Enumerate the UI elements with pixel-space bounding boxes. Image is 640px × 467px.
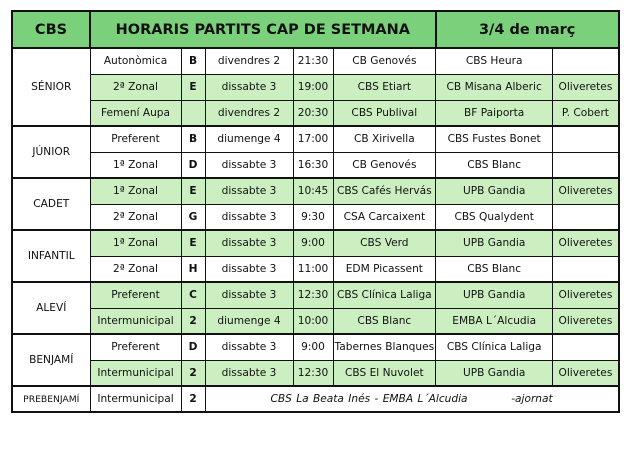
away-team-cell: CBS Blanc — [436, 152, 553, 178]
group-cell: 2 — [181, 386, 205, 412]
competition-cell: Femení Aupa — [90, 100, 181, 126]
home-team-cell: CBS Clínica Laliga — [333, 282, 436, 308]
table-row — [12, 334, 619, 360]
time-cell: 17:00 — [293, 126, 333, 152]
group-cell: E — [181, 178, 205, 204]
group-cell: B — [181, 48, 205, 74]
venue-cell: Oliveretes — [553, 282, 619, 308]
table-row — [12, 282, 619, 308]
day-cell: dissabte 3 — [205, 256, 293, 282]
away-team-cell: CBS Heura — [436, 48, 553, 74]
table-row — [12, 308, 619, 334]
competition-cell: 1ª Zonal — [90, 230, 181, 256]
group-cell: E — [181, 230, 205, 256]
table-row — [12, 204, 619, 230]
time-cell: 12:30 — [293, 360, 333, 386]
competition-cell: Preferent — [90, 126, 181, 152]
competition-cell: Preferent — [90, 282, 181, 308]
group-cell — [181, 100, 205, 126]
category-cell: INFANTIL — [12, 230, 90, 282]
table-row — [12, 152, 619, 178]
competition-cell: 2ª Zonal — [90, 204, 181, 230]
table-row — [12, 178, 619, 204]
day-cell: divendres 2 — [205, 48, 293, 74]
venue-cell: Oliveretes — [553, 74, 619, 100]
venue-cell: Oliveretes — [553, 178, 619, 204]
away-team-cell: CBS Clínica Laliga — [436, 334, 553, 360]
competition-cell: 2ª Zonal — [90, 256, 181, 282]
day-cell: dissabte 3 — [205, 204, 293, 230]
away-team-cell: UPB Gandia — [436, 360, 553, 386]
group-cell: D — [181, 334, 205, 360]
away-team-cell: CBS Blanc — [436, 256, 553, 282]
day-cell: diumenge 4 — [205, 308, 293, 334]
time-cell: 12:30 — [293, 282, 333, 308]
time-cell: 9:00 — [293, 334, 333, 360]
category-cell: SÉNIOR — [12, 48, 90, 126]
table-row — [12, 230, 619, 256]
competition-cell: Intermunicipal — [90, 386, 181, 412]
group-cell: B — [181, 126, 205, 152]
away-team-cell: CBS Fustes Bonet — [436, 126, 553, 152]
home-team-cell: Tabernes Blanques — [333, 334, 436, 360]
venue-cell: P. Cobert — [553, 100, 619, 126]
time-cell: 10:45 — [293, 178, 333, 204]
category-cell: ALEVÍ — [12, 282, 90, 334]
header-title: HORARIS PARTITS CAP DE SETMANA — [90, 11, 436, 48]
venue-cell — [553, 204, 619, 230]
competition-cell: Preferent — [90, 334, 181, 360]
venue-cell — [553, 256, 619, 282]
day-cell: dissabte 3 — [205, 152, 293, 178]
header-date: 3/4 de març — [436, 11, 619, 48]
group-cell: 2 — [181, 360, 205, 386]
time-cell: 20:30 — [293, 100, 333, 126]
away-team-cell: BF Paiporta — [436, 100, 553, 126]
venue-cell — [553, 126, 619, 152]
competition-cell: Autonòmica — [90, 48, 181, 74]
time-cell: 9:00 — [293, 230, 333, 256]
venue-cell — [553, 152, 619, 178]
away-team-cell: UPB Gandia — [436, 178, 553, 204]
day-cell: dissabte 3 — [205, 230, 293, 256]
competition-cell: 2ª Zonal — [90, 74, 181, 100]
group-cell: H — [181, 256, 205, 282]
away-team-cell: UPB Gandia — [436, 230, 553, 256]
schedule-table — [11, 10, 620, 413]
venue-cell: Oliveretes — [553, 230, 619, 256]
day-cell: dissabte 3 — [205, 282, 293, 308]
group-cell: E — [181, 74, 205, 100]
table-row — [12, 100, 619, 126]
time-cell: 9:30 — [293, 204, 333, 230]
competition-cell: 1ª Zonal — [90, 178, 181, 204]
away-team-cell: CBS Qualydent — [436, 204, 553, 230]
home-team-cell: CBS Publival — [333, 100, 436, 126]
group-cell: 2 — [181, 308, 205, 334]
home-team-cell: CB Genovés — [333, 152, 436, 178]
home-team-cell: CBS Blanc — [333, 308, 436, 334]
venue-cell: Oliveretes — [553, 308, 619, 334]
venue-cell: Oliveretes — [553, 360, 619, 386]
schedule-sheet — [11, 10, 620, 413]
venue-cell — [553, 48, 619, 74]
home-team-cell: CBS El Nuvolet — [333, 360, 436, 386]
day-cell: dissabte 3 — [205, 360, 293, 386]
day-cell: diumenge 4 — [205, 126, 293, 152]
day-cell: dissabte 3 — [205, 334, 293, 360]
category-cell: BENJAMÍ — [12, 334, 90, 386]
competition-cell: 1ª Zonal — [90, 152, 181, 178]
competition-cell: Intermunicipal — [90, 308, 181, 334]
table-row — [12, 360, 619, 386]
away-team-cell: UPB Gandia — [436, 282, 553, 308]
group-cell: D — [181, 152, 205, 178]
home-team-cell: CBS Etiart — [333, 74, 436, 100]
home-team-cell: CB Genovés — [333, 48, 436, 74]
day-cell: dissabte 3 — [205, 178, 293, 204]
venue-cell — [553, 334, 619, 360]
group-cell: G — [181, 204, 205, 230]
table-row — [12, 386, 619, 412]
category-cell: JÚNIOR — [12, 126, 90, 178]
home-team-cell: CBS Verd — [333, 230, 436, 256]
table-row — [12, 48, 619, 74]
time-cell: 21:30 — [293, 48, 333, 74]
table-row — [12, 126, 619, 152]
time-cell: 16:30 — [293, 152, 333, 178]
header-club: CBS — [12, 11, 90, 48]
competition-cell: Intermunicipal — [90, 360, 181, 386]
away-team-cell: CB Misana Alberic — [436, 74, 553, 100]
postponed-note: CBS La Beata Inés - EMBA L´Alcudia -ajornat — [205, 386, 619, 412]
time-cell: 11:00 — [293, 256, 333, 282]
header-row — [12, 11, 619, 48]
time-cell: 19:00 — [293, 74, 333, 100]
home-team-cell: CBS Cafés Hervás — [333, 178, 436, 204]
group-cell: C — [181, 282, 205, 308]
table-row — [12, 74, 619, 100]
category-cell: PREBENJAMÍ — [12, 386, 90, 412]
away-team-cell: EMBA L´Alcudia — [436, 308, 553, 334]
home-team-cell: EDM Picassent — [333, 256, 436, 282]
time-cell: 10:00 — [293, 308, 333, 334]
category-cell: CADET — [12, 178, 90, 230]
home-team-cell: CSA Carcaixent — [333, 204, 436, 230]
day-cell: dissabte 3 — [205, 74, 293, 100]
table-row — [12, 256, 619, 282]
home-team-cell: CB Xirivella — [333, 126, 436, 152]
day-cell: divendres 2 — [205, 100, 293, 126]
